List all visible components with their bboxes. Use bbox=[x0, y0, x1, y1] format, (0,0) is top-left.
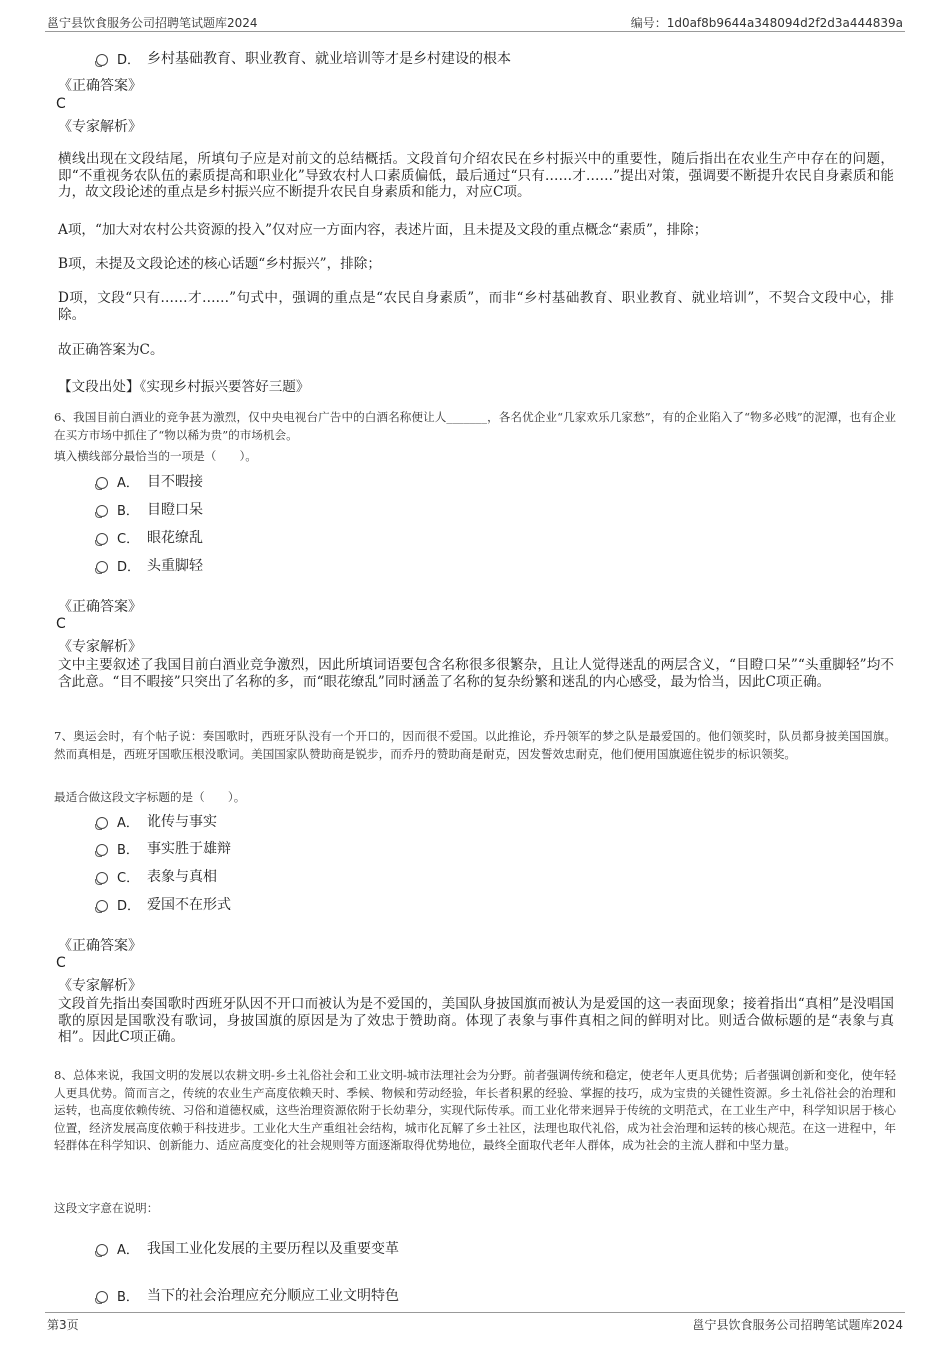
option-letter: A． bbox=[117, 1242, 139, 1258]
analysis-paragraph-4: D项，文段“只有……才……”句式中，强调的重点是“农民自身素质”，而非“乡村基础教育、职业教育、就业培训”，不契合文段中心，排除。 bbox=[58, 290, 894, 323]
option-letter: A． bbox=[117, 815, 139, 831]
option-letter: D． bbox=[117, 52, 141, 68]
radio-icon[interactable] bbox=[96, 1291, 108, 1303]
option-text: 当下的社会治理应充分顺应工业文明特色 bbox=[147, 1288, 399, 1304]
q6-option-c[interactable] bbox=[96, 527, 203, 547]
prev-option-d[interactable] bbox=[96, 48, 511, 68]
q7-option-c[interactable] bbox=[96, 866, 217, 886]
radio-icon[interactable] bbox=[96, 817, 108, 829]
page-footer bbox=[45, 1312, 905, 1336]
analysis-paragraph-2: A项，“加大对农村公共资源的投入”仅对应一方面内容，表述片面，且未提及文段的重点概念“素质”，排除； bbox=[58, 222, 708, 238]
q6-answer-label: 《正确答案》 bbox=[58, 599, 142, 615]
page-header bbox=[45, 10, 905, 32]
q7-stem: 7、奥运会时，有个帖子说：奏国歌时，西班牙队没有一个开口的，因而很不爱国。以此推论，乔丹领军的梦之队是最爱国的。他们领奖时，队员都身披美国国旗。然而真相是，西班牙国歌压根没歌词。美国国家队赞助商是锐步，而乔丹的赞助商是耐克，因发誓效忠耐克，他们便用国旗遮住锐步的标识领奖。 bbox=[54, 729, 896, 761]
radio-icon[interactable] bbox=[96, 505, 108, 517]
footer-title: 邕宁县饮食服务公司招聘笔试题库2024 bbox=[692, 1318, 903, 1332]
option-letter: B． bbox=[117, 842, 139, 858]
option-text: 爱国不在形式 bbox=[147, 897, 231, 913]
option-letter: B． bbox=[117, 503, 139, 519]
option-text: 头重脚轻 bbox=[147, 558, 203, 574]
radio-icon[interactable] bbox=[96, 844, 108, 856]
q6-analysis: 文中主要叙述了我国目前白酒业竞争激烈，因此所填词语要包含名称很多很繁杂，且让人觉得迷乱的两层含义，“目瞪口呆”“头重脚轻”均不含此意。“目不暇接”只突出了名称的多，而“眼花缭乱”同时涵盖了名称的复杂纷繁和迷乱的内心感受，最为恰当，因此C项正确。 bbox=[58, 657, 894, 690]
answer-label: 《正确答案》 bbox=[58, 78, 142, 94]
source-citation: 【文段出处】《实现乡村振兴要答好三题》 bbox=[58, 379, 310, 395]
analysis-paragraph-1: 横线出现在文段结尾，所填句子应是对前文的总结概括。文段首句介绍农民在乡村振兴中的重要性，随后指出在农业生产中存在的问题，即“不重视务农队伍的素质提高和职业化”导致农村人口素质偏低，最后通过“只有……才……”提出对策，强调要不断提升农民自身素质和能力，故文段论述的重点是乡村振兴应不断提升农民自身素质和能力，对应C项。 bbox=[58, 151, 894, 200]
q6-option-b[interactable] bbox=[96, 499, 203, 519]
analysis-label: 《专家解析》 bbox=[58, 119, 142, 135]
q7-analysis: 文段首先指出奏国歌时西班牙队因不开口而被认为是不爱国的，美国队身披国旗而被认为是爱国的这一表面现象；接着指出“真相”是没唱国歌的原因是国歌没有歌词，身披国旗的原因是为了效忠于赞助商。体现了表象与事件真相之间的鲜明对比。则适合做标题的是“表象与真相”。因此C项正确。 bbox=[58, 996, 894, 1045]
q8-option-b[interactable] bbox=[96, 1285, 399, 1305]
option-letter: C． bbox=[117, 531, 140, 547]
option-letter: D． bbox=[117, 898, 141, 914]
page-number: 第3页 bbox=[47, 1318, 79, 1332]
option-text: 表象与真相 bbox=[147, 869, 217, 885]
radio-icon[interactable] bbox=[96, 900, 108, 912]
q7-answer-label: 《正确答案》 bbox=[58, 938, 142, 954]
option-letter: C． bbox=[117, 870, 140, 886]
option-letter: A． bbox=[117, 475, 139, 491]
option-text: 讹传与事实 bbox=[147, 814, 217, 830]
option-text: 我国工业化发展的主要历程以及重要变革 bbox=[147, 1241, 399, 1257]
radio-icon[interactable] bbox=[96, 561, 108, 573]
q6-analysis-label: 《专家解析》 bbox=[58, 639, 142, 655]
q6-stem: 6、我国目前白酒业的竞争甚为激烈，仅中央电视台广告中的白酒名称便让人_______，各名优企业“几家欢乐几家愁”，有的企业陷入了“物多必贱”的泥潭，也有企业在买方市场中抓住了“物以稀为贵”的市场机会。 bbox=[54, 410, 896, 442]
analysis-paragraph-5: 故正确答案为C。 bbox=[58, 342, 164, 358]
radio-icon[interactable] bbox=[96, 477, 108, 489]
radio-icon[interactable] bbox=[96, 533, 108, 545]
q6-option-a[interactable] bbox=[96, 471, 203, 491]
analysis-paragraph-3: B项，未提及文段论述的核心话题“乡村振兴”，排除； bbox=[58, 256, 381, 272]
option-letter: D． bbox=[117, 559, 141, 575]
q7-option-b[interactable] bbox=[96, 838, 231, 858]
option-text: 眼花缭乱 bbox=[147, 530, 203, 546]
q6-option-d[interactable] bbox=[96, 555, 203, 575]
q7-prompt: 最适合做这段文字标题的是（ ）。 bbox=[54, 790, 246, 804]
option-text: 事实胜于雄辩 bbox=[147, 841, 231, 857]
q7-option-d[interactable] bbox=[96, 894, 231, 914]
header-title: 邕宁县饮食服务公司招聘笔试题库2024 bbox=[47, 16, 258, 30]
radio-icon[interactable] bbox=[96, 54, 108, 66]
option-text: 目瞪口呆 bbox=[147, 502, 203, 518]
q7-answer-value: C bbox=[56, 955, 66, 971]
q7-analysis-label: 《专家解析》 bbox=[58, 978, 142, 994]
header-doc-id: 编号：1d0af8b9644a348094d2f2d3a444839a bbox=[630, 16, 903, 30]
answer-value: C bbox=[56, 96, 66, 112]
q7-option-a[interactable] bbox=[96, 811, 217, 831]
q8-option-a[interactable] bbox=[96, 1238, 399, 1258]
radio-icon[interactable] bbox=[96, 1244, 108, 1256]
q8-stem: 8、总体来说，我国文明的发展以农耕文明-乡土礼俗社会和工业文明-城市法理社会为分野。前者强调传统和稳定，使老年人更具优势；后者强调创新和变化，使年轻人更具优势。简而言之，传统的农业生产高度依赖天时、季候、物候和劳动经验，年长者积累的经验、掌握的技巧，成为宝贵的关键性资源。乡土礼俗社会的治理和运转，也高度依赖传统、习俗和道德权威，这些治理资源依附于长幼辈分，实现代际传承。而工业化带来迥异于传统的文明范式，在工业生产中，科学知识居于核心位置，经济发展高度依赖于科技进步。工业化大生产重组社会结构，城市化瓦解了乡土社区，法理也取代礼俗，成为社会治理和运转的核心规范。在这一进程中，年轻群体在科学知识、创新能力、适应高度变化的社会规则等方面逐渐取得优势地位，最终全面取代老年人群体，成为社会的主流人群和中坚力量。 bbox=[54, 1068, 896, 1152]
option-text: 目不暇接 bbox=[147, 474, 203, 490]
q6-answer-value: C bbox=[56, 616, 66, 632]
radio-icon[interactable] bbox=[96, 872, 108, 884]
q6-prompt: 填入横线部分最恰当的一项是（ ）。 bbox=[54, 449, 257, 463]
option-text: 乡村基础教育、职业教育、就业培训等才是乡村建设的根本 bbox=[147, 51, 511, 67]
option-letter: B． bbox=[117, 1289, 139, 1305]
q8-prompt: 这段文字意在说明： bbox=[54, 1201, 159, 1215]
